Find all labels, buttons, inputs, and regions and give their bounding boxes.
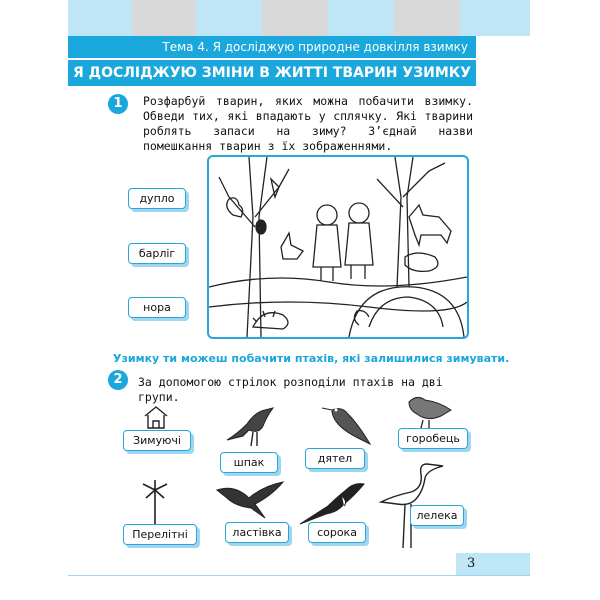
bird-label-lastivka[interactable]: ластівка bbox=[225, 522, 289, 543]
bird-label-dyatel[interactable]: дятел bbox=[305, 448, 365, 469]
label-migratory-birds[interactable]: Перелітні bbox=[123, 524, 197, 545]
sparrow-icon bbox=[405, 392, 455, 430]
task-number-1: 1 bbox=[108, 94, 128, 114]
forest-scene-icon bbox=[209, 157, 467, 337]
bird-label-leleka[interactable]: лелека bbox=[410, 505, 464, 526]
header-tile bbox=[460, 0, 530, 36]
header-tile bbox=[132, 0, 196, 36]
label-nora[interactable]: нора bbox=[128, 297, 186, 318]
house-icon bbox=[143, 405, 169, 429]
label-duplo[interactable]: дупло bbox=[128, 188, 186, 209]
bird-label-soroka[interactable]: сорока bbox=[308, 522, 366, 543]
winter-forest-illustration bbox=[207, 155, 469, 339]
header-tile bbox=[68, 0, 132, 36]
header-tile bbox=[328, 0, 394, 36]
winter-birds-note: Узимку ти можеш побачити птахів, які залишилися зимувати. bbox=[113, 352, 510, 365]
topic-title: Тема 4. Я досліджую природне довкілля взимку bbox=[68, 36, 476, 58]
woodpecker-icon bbox=[318, 400, 374, 450]
header-tile bbox=[262, 0, 328, 36]
task-1-text: Розфарбуй тварин, яких можна побачити взимку. Обведи тих, які впадають у сплячку. Які тварини роблять запаси на зиму? З’єднай назви помешкання тварин з їх зображеннями. bbox=[143, 94, 473, 153]
label-barlig[interactable]: барліг bbox=[128, 243, 186, 264]
task-2-text: За допомогою стрілок розподіли птахів на дві групи. bbox=[138, 375, 443, 404]
bird-label-shpak[interactable]: шпак bbox=[220, 452, 278, 473]
starling-icon bbox=[225, 400, 279, 448]
bird-label-horobets[interactable]: горобець bbox=[398, 428, 468, 449]
task-number-2: 2 bbox=[108, 370, 128, 390]
swallow-icon bbox=[215, 480, 285, 520]
page-number: 3 bbox=[467, 556, 476, 571]
bottom-rule bbox=[68, 575, 530, 576]
stork-icon bbox=[375, 458, 445, 550]
header-tile bbox=[196, 0, 262, 36]
palm-tree-icon bbox=[140, 478, 170, 524]
lesson-title: Я ДОСЛІДЖУЮ ЗМІНИ В ЖИТТІ ТВАРИН УЗИМКУ bbox=[68, 60, 476, 86]
label-winter-birds[interactable]: Зимуючі bbox=[123, 430, 191, 451]
magpie-icon bbox=[298, 478, 370, 526]
header-tile bbox=[394, 0, 460, 36]
